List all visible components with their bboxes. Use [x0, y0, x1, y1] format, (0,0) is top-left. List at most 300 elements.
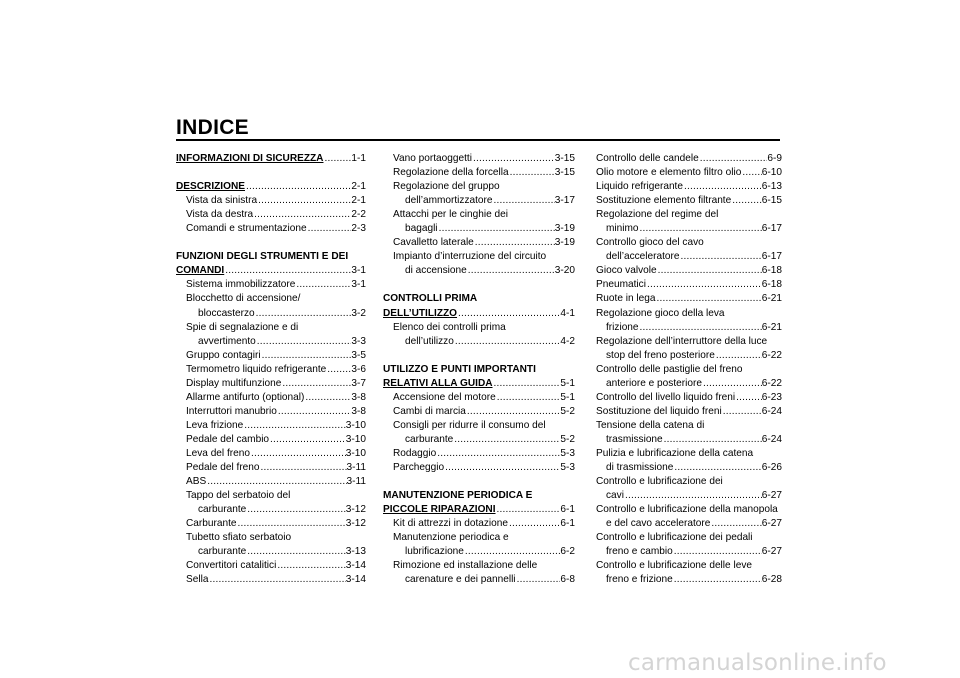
toc-entry-label: Controllo e lubrificazione dei	[596, 476, 723, 488]
leader-dots	[257, 194, 351, 208]
page-number: 3-20	[554, 265, 575, 277]
page-number: 2-2	[351, 209, 366, 221]
toc-entry-row	[176, 335, 366, 349]
leader-dots	[496, 391, 561, 405]
page-number: 6-1	[560, 518, 575, 530]
page-number: 5-1	[560, 391, 575, 403]
leader-dots	[657, 264, 762, 278]
leader-dots	[255, 307, 352, 321]
page-number: 6-24	[761, 433, 782, 445]
toc-entry-label: Manutenzione periodica e	[393, 532, 509, 544]
toc-entry-label: Controllo e lubrificazione della manopola	[596, 504, 778, 516]
toc-entry-row	[383, 236, 575, 250]
toc-entry-row	[596, 405, 782, 419]
page-number: 6-18	[761, 265, 782, 277]
toc-entry-label: carenature e dei pannelli	[405, 574, 516, 586]
toc-entry-row	[176, 363, 366, 377]
toc-entry-label: Vista da destra	[186, 209, 254, 221]
toc-entry-label: Liquido refrigerante	[596, 181, 683, 193]
page-number: 3-1	[351, 265, 366, 277]
toc-entry-row	[596, 166, 782, 180]
leader-dots	[673, 545, 762, 559]
leader-dots	[444, 461, 560, 475]
toc-entry-label: Interruttori manubrio	[186, 405, 277, 417]
toc-entry-label: Sella	[186, 574, 209, 586]
toc-section-heading: DELL’UTILIZZO	[383, 307, 458, 319]
page-number: 6-15	[761, 195, 782, 207]
leader-dots	[269, 433, 346, 447]
toc-entry-row	[596, 250, 782, 264]
toc-entry-row	[176, 208, 366, 222]
toc-entry-row	[176, 545, 366, 559]
toc-text-row	[176, 321, 366, 335]
toc-section-row	[176, 180, 366, 194]
leader-dots	[663, 433, 762, 447]
toc-entry-label: Comandi e strumentazione	[186, 223, 307, 235]
page-number: 3-7	[351, 377, 366, 389]
toc-entry-label: Sostituzione elemento filtrante	[596, 195, 732, 207]
leader-dots	[457, 307, 560, 321]
toc-section-row	[383, 377, 575, 391]
toc-text-row	[596, 419, 782, 433]
page-number: 5-3	[560, 462, 575, 474]
toc-text-row	[383, 419, 575, 433]
page-number: 5-2	[560, 405, 575, 417]
toc-spacer	[176, 166, 366, 180]
toc-entry-label: Cavalletto laterale	[393, 237, 474, 249]
page-number: 3-2	[351, 307, 366, 319]
leader-dots	[281, 377, 351, 391]
leader-dots	[699, 152, 768, 166]
page-number: 3-15	[554, 153, 575, 164]
toc-entry-row	[383, 433, 575, 447]
toc-entry-label: Vista da sinistra	[186, 195, 258, 207]
leader-dots	[206, 475, 346, 489]
toc-entry-label: Sistema immobilizzatore	[186, 279, 296, 291]
leader-dots	[474, 236, 555, 250]
toc-entry-row	[596, 222, 782, 236]
page-number: 6-21	[761, 293, 782, 305]
title-rule	[176, 139, 780, 141]
page-number: 3-10	[345, 433, 366, 445]
page-number: 3-8	[351, 405, 366, 417]
leader-dots	[237, 517, 346, 531]
toc-text-row	[596, 503, 782, 517]
leader-dots	[253, 208, 351, 222]
page-number: 6-1	[560, 504, 575, 516]
page-number: 1-1	[351, 153, 366, 164]
toc-entry-row	[383, 335, 575, 349]
toc-entry-label: lubrificazione	[405, 546, 464, 558]
toc-entry-row	[176, 349, 366, 363]
toc-entry-label: bloccasterzo	[198, 307, 255, 319]
toc-spacer	[383, 349, 575, 363]
toc-column-2	[383, 152, 575, 587]
toc-entry-row	[596, 433, 782, 447]
toc-section-row	[383, 503, 575, 517]
toc-spacer	[176, 236, 366, 250]
page-number: 4-2	[560, 335, 575, 347]
leader-dots	[673, 461, 761, 475]
toc-text-row	[383, 292, 575, 306]
toc-entry-label: dell’ammortizzatore	[405, 195, 493, 207]
toc-entry-row	[176, 307, 366, 321]
leader-dots	[516, 573, 561, 587]
leader-dots	[208, 573, 345, 587]
leader-dots	[250, 447, 346, 461]
page-number: 6-17	[761, 223, 782, 235]
toc-entry-label: stop del freno posteriore	[606, 349, 715, 361]
page-number: 5-3	[560, 447, 575, 459]
toc-text-row	[596, 335, 782, 349]
toc-entry-label: Ruote in lega	[596, 293, 656, 305]
page-number: 3-5	[351, 349, 366, 361]
leader-dots	[438, 222, 555, 236]
toc-entry-label: Tubetto sfiato serbatoio	[186, 532, 292, 544]
toc-text-row	[383, 250, 575, 264]
leader-dots	[646, 278, 762, 292]
toc-entry-label: carburante	[198, 504, 247, 516]
toc-section-heading: FUNZIONI DEGLI STRUMENTI E DEI	[176, 251, 349, 263]
page-number: 6-21	[761, 321, 782, 333]
page-number: 3-14	[345, 560, 366, 572]
toc-entry-row	[383, 545, 575, 559]
toc-entry-label: Controllo delle pastiglie del freno	[596, 363, 743, 375]
toc-entry-label: dell’utilizzo	[405, 335, 454, 347]
page-number: 6-9	[767, 153, 782, 164]
toc-entry-row	[383, 222, 575, 236]
toc-entry-label: Display multifunzione	[186, 377, 282, 389]
toc-spacer	[383, 475, 575, 489]
leader-dots	[715, 349, 762, 363]
toc-entry-row	[596, 194, 782, 208]
toc-entry-row	[383, 573, 575, 587]
toc-entry-row	[176, 461, 366, 475]
toc-section-heading: PICCOLE RIPARAZIONI	[383, 504, 496, 516]
page-number: 3-10	[345, 447, 366, 459]
leader-dots	[277, 405, 352, 419]
watermark: carmanualsonline.info	[628, 650, 887, 676]
toc-entry-label: Controllo e lubrificazione delle leve	[596, 560, 752, 572]
leader-dots	[508, 517, 560, 531]
toc-text-row	[383, 559, 575, 573]
toc-entry-row	[176, 475, 366, 489]
leader-dots	[304, 391, 351, 405]
toc-entry-label: freno e frizione	[606, 574, 673, 586]
toc-entry-row	[383, 194, 575, 208]
toc-text-row	[596, 363, 782, 377]
page-number: 3-12	[345, 504, 366, 516]
toc-entry-row	[176, 222, 366, 236]
page-number: 6-24	[761, 405, 782, 417]
toc-entry-label: Parcheggio	[393, 462, 445, 474]
toc-entry-label: ABS	[186, 476, 207, 488]
page-number: 3-14	[345, 574, 366, 586]
toc-entry-label: Gruppo contagiri	[186, 349, 261, 361]
toc-text-row	[596, 208, 782, 222]
toc-entry-row	[596, 391, 782, 405]
toc-entry-label: anteriore e posteriore	[606, 377, 702, 389]
toc-entry-label: Regolazione del regime del	[596, 209, 719, 221]
toc-text-row	[176, 250, 366, 264]
leader-dots	[683, 180, 762, 194]
leader-dots	[454, 335, 561, 349]
page-number: 3-12	[345, 518, 366, 530]
toc-entry-row	[176, 503, 366, 517]
toc-text-row	[383, 363, 575, 377]
page-number: 6-18	[761, 279, 782, 291]
toc-section-heading: RELATIVI ALLA GUIDA	[383, 377, 493, 389]
page-number: 3-3	[351, 335, 366, 347]
toc-entry-row	[596, 278, 782, 292]
leader-dots	[464, 545, 560, 559]
toc-text-row	[596, 531, 782, 545]
toc-entry-row	[176, 447, 366, 461]
toc-entry-row	[596, 264, 782, 278]
toc-text-row	[596, 559, 782, 573]
toc-entry-label: frizione	[606, 321, 639, 333]
page-number: 2-1	[351, 195, 366, 207]
toc-entry-row	[596, 152, 782, 166]
toc-entry-label: Olio motore e elemento filtro olio	[596, 167, 742, 179]
toc-entry-label: Allarme antifurto (optional)	[186, 391, 305, 403]
toc-section-heading: CONTROLLI PRIMA	[383, 293, 478, 305]
leader-dots	[260, 461, 347, 475]
toc-column-3	[596, 152, 782, 587]
toc-entry-label: Vano portaoggetti	[393, 153, 472, 164]
toc-entry-label: carburante	[405, 433, 454, 445]
toc-entry-label: Regolazione del gruppo	[393, 181, 500, 193]
leader-dots	[467, 264, 555, 278]
toc-section-row	[176, 152, 366, 166]
leader-dots	[243, 419, 346, 433]
toc-entry-label: Cambi di marcia	[393, 405, 466, 417]
toc-entry-row	[596, 180, 782, 194]
toc-text-row	[596, 447, 782, 461]
page-number: 3-6	[351, 363, 366, 375]
leader-dots	[307, 222, 352, 236]
leader-dots	[722, 405, 762, 419]
toc-spacer	[383, 278, 575, 292]
page-number: 6-22	[761, 377, 782, 389]
toc-entry-label: Rodaggio	[393, 447, 437, 459]
leader-dots	[246, 545, 346, 559]
toc-entry-label: minimo	[606, 223, 639, 235]
leader-dots	[493, 377, 561, 391]
toc-entry-label: di trasmissione	[606, 462, 674, 474]
toc-text-row	[596, 475, 782, 489]
page-number: 3-10	[345, 419, 366, 431]
leader-dots	[323, 152, 351, 166]
leader-dots	[639, 222, 762, 236]
toc-section-row	[176, 264, 366, 278]
page-number: 4-1	[560, 307, 575, 319]
toc-entry-label: Tensione della catena di	[596, 419, 705, 431]
toc-entry-label: Rimozione ed installazione delle	[393, 560, 538, 572]
page-number: 5-1	[560, 377, 575, 389]
toc-entry-row	[176, 419, 366, 433]
toc-entry-row	[383, 166, 575, 180]
page-number: 6-27	[761, 546, 782, 558]
toc-entry-row	[596, 377, 782, 391]
page-number: 5-2	[560, 433, 575, 445]
toc-entry-row	[383, 391, 575, 405]
toc-entry-label: freno e cambio	[606, 546, 673, 558]
toc-text-row	[383, 208, 575, 222]
toc-entry-row	[176, 278, 366, 292]
toc-entry-row	[176, 559, 366, 573]
toc-entry-label: Controllo del livello liquido freni	[596, 391, 736, 403]
toc-text-row	[383, 489, 575, 503]
toc-entry-row	[596, 489, 782, 503]
page-number: 2-3	[351, 223, 366, 235]
toc-text-row	[383, 531, 575, 545]
page-number: 3-19	[554, 223, 575, 235]
toc-entry-label: cavi	[606, 490, 624, 502]
leader-dots	[493, 194, 555, 208]
toc-entry-label: Pulizia e lubrificazione della catena	[596, 447, 754, 459]
leader-dots	[639, 321, 762, 335]
leader-dots	[731, 194, 762, 208]
toc-entry-row	[383, 152, 575, 166]
toc-text-row	[596, 307, 782, 321]
toc-entry-row	[596, 573, 782, 587]
toc-entry-label: Regolazione della forcella	[393, 167, 509, 179]
page-number: 6-27	[761, 490, 782, 502]
page-number: 6-17	[761, 251, 782, 263]
page-number: 2-1	[351, 181, 366, 193]
page-number: 3-8	[351, 391, 366, 403]
toc-column-1	[176, 152, 366, 587]
toc-section-heading: MANUTENZIONE PERIODICA E	[383, 490, 533, 502]
toc-text-row	[383, 321, 575, 335]
toc-entry-label: e del cavo acceleratore	[606, 518, 711, 530]
toc-entry-row	[176, 517, 366, 531]
leader-dots	[224, 264, 351, 278]
toc-entry-row	[596, 349, 782, 363]
toc-text-row	[176, 489, 366, 503]
toc-entry-row	[596, 517, 782, 531]
toc-entry-label: Accensione del motore	[393, 391, 496, 403]
page-title: INDICE	[176, 116, 249, 139]
leader-dots	[256, 335, 352, 349]
toc-entry-label: Attacchi per le cinghie dei	[393, 209, 509, 221]
leader-dots	[245, 180, 351, 194]
toc-entry-label: trasmissione	[606, 433, 663, 445]
page-number: 3-11	[346, 462, 366, 474]
leader-dots	[466, 405, 560, 419]
leader-dots	[624, 489, 762, 503]
toc-entry-label: Carburante	[186, 518, 237, 530]
toc-section-heading: INFORMAZIONI DI SICUREZZA	[176, 153, 324, 164]
page-number: 3-13	[345, 546, 366, 558]
toc-entry-label: dell’acceleratore	[606, 251, 680, 263]
leader-dots	[496, 503, 561, 517]
toc-entry-label: Tappo del serbatoio del	[186, 490, 291, 502]
toc-entry-label: di accensione	[405, 265, 467, 277]
toc-entry-row	[383, 405, 575, 419]
toc-entry-label: Pedale del freno	[186, 462, 260, 474]
leader-dots	[276, 559, 345, 573]
page-number: 3-19	[554, 237, 575, 249]
toc-text-row	[383, 180, 575, 194]
leader-dots	[436, 447, 560, 461]
page-number: 6-8	[560, 574, 575, 586]
toc-entry-label: Controllo gioco del cavo	[596, 237, 704, 249]
toc-entry-label: Kit di attrezzi in dotazione	[393, 518, 509, 530]
toc-entry-label: Sostituzione del liquido freni	[596, 405, 722, 417]
page-number: 3-17	[554, 195, 575, 207]
page-number: 6-23	[761, 391, 782, 403]
toc-text-row	[176, 292, 366, 306]
page-number: 3-1	[351, 279, 366, 291]
leader-dots	[680, 250, 762, 264]
toc-text-row	[176, 531, 366, 545]
toc-entry-label: Blocchetto di accensione/	[186, 293, 301, 305]
leader-dots	[735, 391, 762, 405]
toc-entry-label: Convertitori catalitici	[186, 560, 277, 572]
toc-entry-row	[383, 447, 575, 461]
page-number: 6-2	[560, 546, 575, 558]
toc-entry-label: Spie di segnalazione e di	[186, 321, 299, 333]
page-number: 6-13	[761, 181, 782, 193]
toc-entry-row	[383, 517, 575, 531]
toc-entry-row	[596, 545, 782, 559]
toc-entry-label: Elenco dei controlli prima	[393, 321, 506, 333]
toc-entry-row	[176, 433, 366, 447]
toc-entry-row	[176, 573, 366, 587]
toc-entry-row	[176, 377, 366, 391]
leader-dots	[246, 503, 346, 517]
toc-entry-label: Pedale del cambio	[186, 433, 270, 445]
page-number: 6-10	[761, 167, 782, 179]
toc-entry-label: avvertimento	[198, 335, 256, 347]
leader-dots	[453, 433, 560, 447]
toc-text-row	[596, 236, 782, 250]
toc-entry-row	[596, 292, 782, 306]
toc-entry-row	[176, 405, 366, 419]
page-number: 6-28	[761, 574, 782, 586]
toc-entry-label: Gioco valvole	[596, 265, 657, 277]
page-number: 3-11	[346, 476, 366, 488]
leader-dots	[295, 278, 351, 292]
leader-dots	[710, 517, 761, 531]
toc-entry-label: Controllo e lubrificazione dei pedali	[596, 532, 753, 544]
toc-entry-row	[383, 461, 575, 475]
leader-dots	[673, 573, 762, 587]
toc-entry-label: carburante	[198, 546, 247, 558]
toc-section-row	[383, 307, 575, 321]
page-number: 6-26	[761, 462, 782, 474]
leader-dots	[509, 166, 555, 180]
page-number: 3-15	[554, 167, 575, 179]
toc-entry-label: Regolazione gioco della leva	[596, 307, 725, 319]
toc-entry-label: Impianto d’interruzione del circuito	[393, 251, 547, 263]
toc-entry-row	[596, 461, 782, 475]
leader-dots	[472, 152, 555, 166]
leader-dots	[741, 166, 761, 180]
toc-entry-label: Leva frizione	[186, 419, 244, 431]
toc-entry-row	[596, 321, 782, 335]
toc-entry-row	[176, 391, 366, 405]
page-number: 6-22	[761, 349, 782, 361]
toc-section-heading: COMANDI	[176, 265, 225, 277]
toc-entry-label: Regolazione dell’interruttore della luce	[596, 335, 768, 347]
toc-section-heading: DESCRIZIONE	[176, 181, 245, 193]
toc-entry-label: Consigli per ridurre il consumo del	[393, 419, 546, 431]
toc-entry-row	[383, 264, 575, 278]
toc-section-heading: UTILIZZO E PUNTI IMPORTANTI	[383, 363, 536, 375]
